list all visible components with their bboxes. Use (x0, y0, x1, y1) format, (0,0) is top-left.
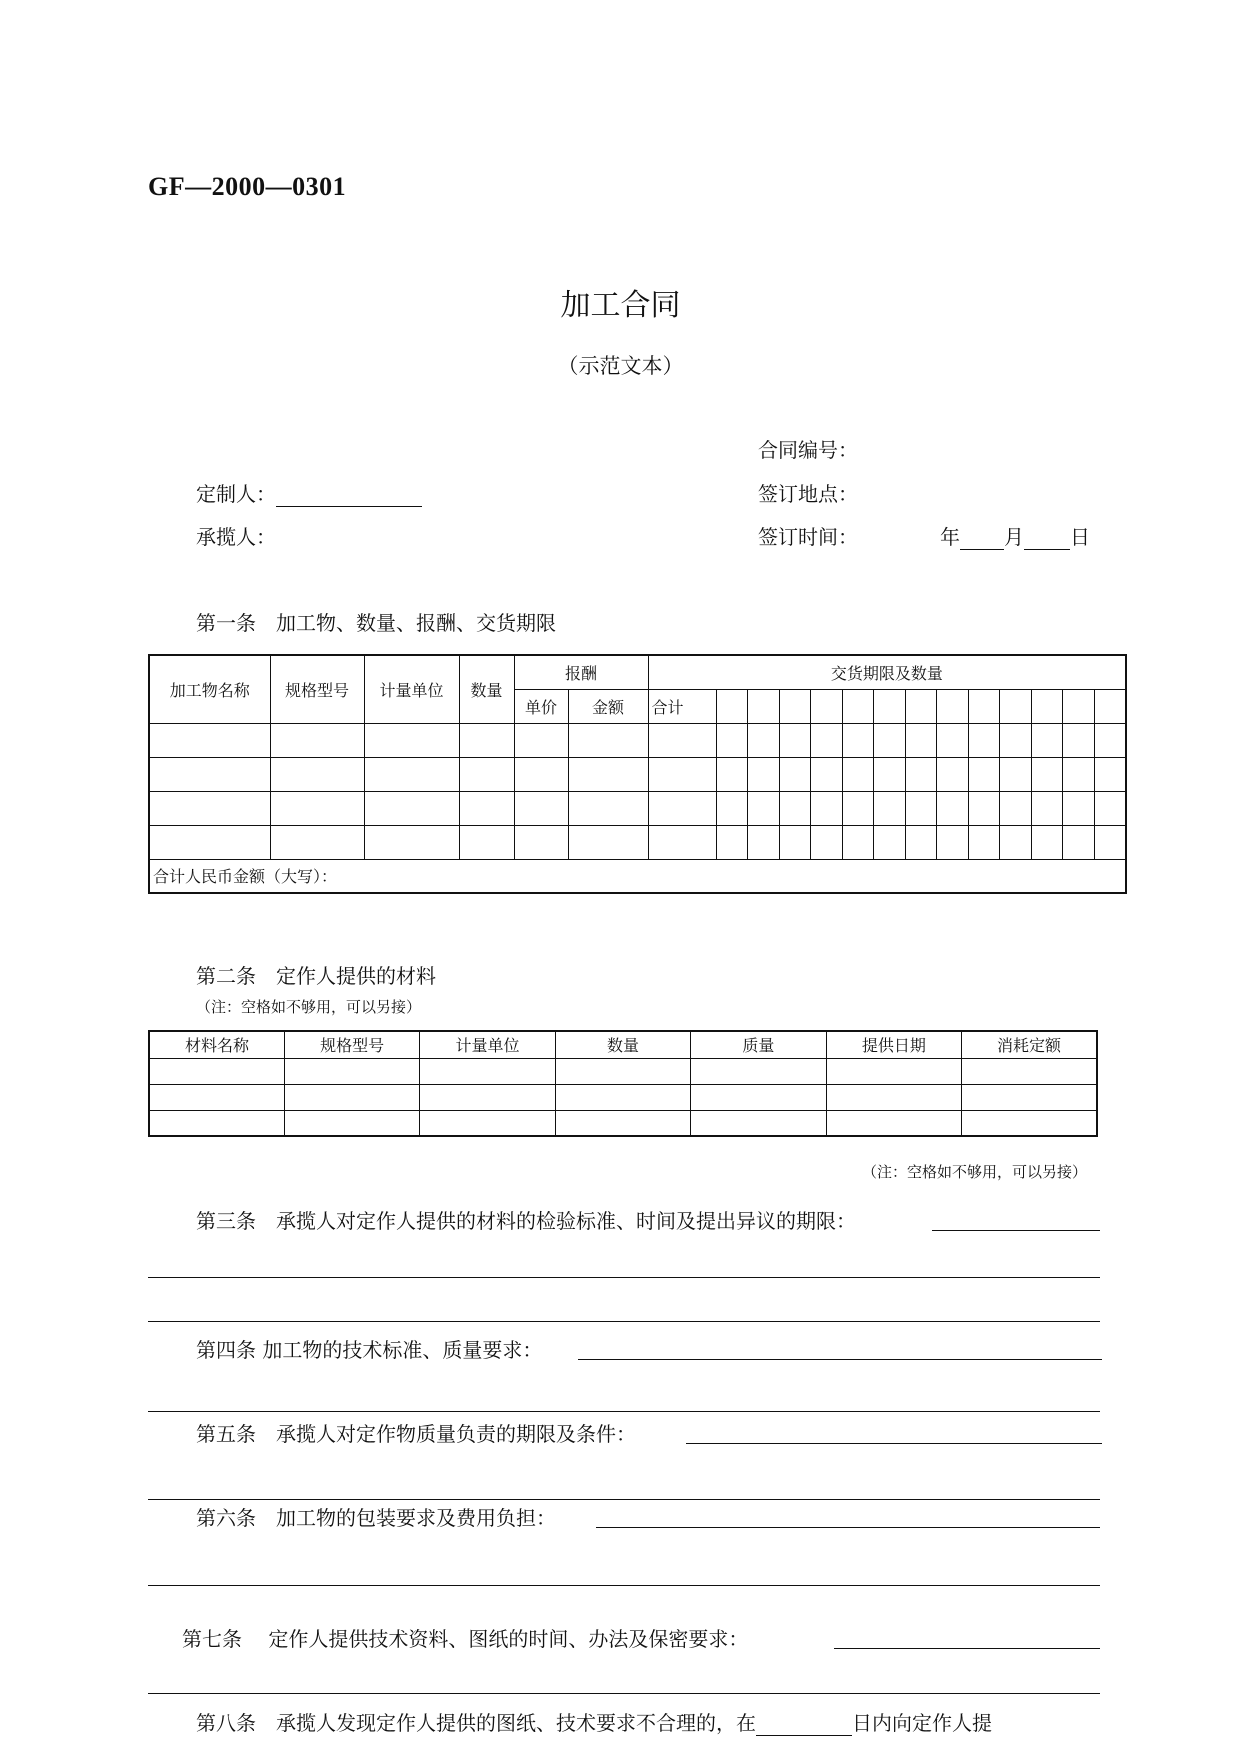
cell[interactable] (779, 791, 810, 825)
cell[interactable] (1062, 791, 1094, 825)
header-unit: 计量单位 (364, 655, 459, 723)
page-title: 加工合同 (560, 288, 681, 323)
month-label: 月 (1004, 525, 1024, 549)
cell[interactable] (1062, 723, 1094, 757)
clause-6-line[interactable] (148, 1585, 1100, 1586)
page-subtitle: （示范文本） (557, 354, 684, 378)
cell[interactable] (779, 757, 810, 791)
cell[interactable] (364, 723, 459, 757)
sign-place-label: 签订地点： (758, 482, 858, 506)
cell[interactable] (568, 757, 648, 791)
cell[interactable] (716, 757, 747, 791)
clause-8-text-a: 第八条 承揽人发现定作人提供的图纸、技术要求不合理的，在 (196, 1711, 756, 1735)
delivery-cell[interactable] (968, 689, 999, 723)
clause-6-text: 第六条 加工物的包装要求及费用负担： (196, 1506, 556, 1530)
table-footer-total[interactable]: 合计人民币金额（大写）： (149, 859, 1126, 893)
cell[interactable] (716, 791, 747, 825)
customer-label: 定制人： (196, 482, 276, 506)
cell[interactable] (810, 757, 842, 791)
cell[interactable] (270, 791, 364, 825)
cell[interactable] (810, 791, 842, 825)
cell[interactable] (1031, 757, 1062, 791)
delivery-cell[interactable] (999, 689, 1031, 723)
header-quality: 质量 (691, 1031, 826, 1058)
delivery-cell[interactable] (716, 689, 747, 723)
delivery-cell[interactable] (779, 689, 810, 723)
cell[interactable] (648, 825, 716, 859)
cell[interactable] (648, 723, 716, 757)
cell[interactable] (1094, 791, 1126, 825)
cell[interactable] (648, 791, 716, 825)
table-row (149, 723, 1126, 757)
header-consumption: 消耗定额 (962, 1031, 1097, 1058)
cell[interactable] (1031, 723, 1062, 757)
delivery-cell[interactable] (810, 689, 842, 723)
clause-8-text-b: 日内向定作人提 (852, 1711, 992, 1735)
delivery-cell[interactable] (747, 689, 779, 723)
cell[interactable] (1062, 757, 1094, 791)
sign-time-label: 签订时间： (758, 525, 858, 549)
table-row (149, 1110, 1097, 1136)
clause-5-text: 第五条 承揽人对定作物质量负责的期限及条件： (196, 1422, 636, 1446)
clause-3-line[interactable] (148, 1321, 1100, 1322)
clause-4-text: 第四条 加工物的技术标准、质量要求： (196, 1338, 543, 1362)
cell[interactable] (936, 757, 968, 791)
cell[interactable] (905, 825, 936, 859)
cell[interactable] (459, 791, 514, 825)
cell[interactable] (364, 825, 459, 859)
cell[interactable] (842, 825, 873, 859)
cell[interactable] (779, 825, 810, 859)
sign-date[interactable] (940, 521, 1090, 550)
cell[interactable] (149, 1110, 284, 1136)
delivery-cell[interactable] (1094, 689, 1126, 723)
delivery-cell[interactable] (905, 689, 936, 723)
header-spec: 规格型号 (284, 1031, 419, 1058)
cell[interactable] (284, 1058, 419, 1084)
header-delivery: 交货期限及数量 (648, 655, 1126, 689)
clause-2-table (148, 1030, 1098, 1137)
cell[interactable] (514, 791, 568, 825)
cell[interactable] (747, 757, 779, 791)
header-qty: 数量 (459, 655, 514, 723)
cell[interactable] (568, 825, 648, 859)
contractor-label: 承揽人： (196, 525, 276, 549)
cell[interactable] (420, 1110, 555, 1136)
cell[interactable] (962, 1110, 1097, 1136)
cell[interactable] (149, 1084, 284, 1110)
contract-no-label: 合同编号： (758, 438, 858, 462)
clause-7-text: 第七条 定作人提供技术资料、图纸的时间、办法及保密要求： (182, 1627, 749, 1651)
clause-2-note-after: （注：空格如不够用，可以另接） (862, 1163, 1088, 1181)
cell[interactable] (999, 791, 1031, 825)
cell[interactable] (905, 723, 936, 757)
cell[interactable] (270, 757, 364, 791)
clause-5-line[interactable] (148, 1499, 1100, 1500)
cell[interactable] (459, 757, 514, 791)
clause-2-note: （注：空格如不够用，可以另接） (196, 998, 422, 1016)
cell[interactable] (420, 1058, 555, 1084)
header-material-name: 材料名称 (149, 1031, 284, 1058)
cell[interactable] (842, 791, 873, 825)
year-label: 年 (940, 525, 960, 549)
cell[interactable] (747, 825, 779, 859)
cell[interactable] (514, 757, 568, 791)
cell[interactable] (555, 1084, 690, 1110)
cell[interactable] (968, 723, 999, 757)
delivery-cell[interactable] (842, 689, 873, 723)
header-unit: 计量单位 (420, 1031, 555, 1058)
cell[interactable] (810, 723, 842, 757)
cell[interactable] (747, 723, 779, 757)
delivery-cell[interactable] (936, 689, 968, 723)
cell[interactable] (873, 791, 905, 825)
cell[interactable] (968, 791, 999, 825)
cell[interactable] (1062, 825, 1094, 859)
cell[interactable] (936, 791, 968, 825)
cell[interactable] (284, 1110, 419, 1136)
header-unit-price: 单价 (514, 689, 568, 723)
table-row (149, 825, 1126, 859)
cell[interactable] (364, 757, 459, 791)
cell[interactable] (691, 1058, 826, 1084)
cell[interactable] (826, 1110, 961, 1136)
cell[interactable] (873, 825, 905, 859)
cell[interactable] (1094, 723, 1126, 757)
clause-7-line[interactable] (148, 1693, 1100, 1694)
header-supply-date: 提供日期 (826, 1031, 961, 1058)
cell[interactable] (716, 825, 747, 859)
clause-3-text: 第三条 承揽人对定作人提供的材料的检验标准、时间及提出异议的期限： (196, 1209, 856, 1233)
cell[interactable] (568, 791, 648, 825)
clause-1-heading: 第一条 加工物、数量、报酬、交货期限 (196, 611, 556, 635)
cell[interactable] (873, 757, 905, 791)
table-row (149, 757, 1126, 791)
delivery-cell[interactable] (873, 689, 905, 723)
clause-8-text[interactable] (196, 1707, 992, 1736)
table-row (149, 1084, 1097, 1110)
cell[interactable] (968, 757, 999, 791)
cell[interactable] (1094, 825, 1126, 859)
cell[interactable] (149, 723, 270, 757)
day-label: 日 (1070, 525, 1090, 549)
cell[interactable] (514, 723, 568, 757)
clause-5-blank[interactable] (686, 1443, 1102, 1444)
cell[interactable] (514, 825, 568, 859)
cell[interactable] (459, 825, 514, 859)
clause-4-line[interactable] (148, 1411, 1100, 1412)
header-spec: 规格型号 (270, 655, 364, 723)
cell[interactable] (149, 791, 270, 825)
header-pay: 报酬 (514, 655, 648, 689)
cell[interactable] (364, 791, 459, 825)
header-total: 合计 (648, 689, 716, 723)
cell[interactable] (568, 723, 648, 757)
cell[interactable] (999, 723, 1031, 757)
cell[interactable] (555, 1110, 690, 1136)
cell[interactable] (420, 1084, 555, 1110)
cell[interactable] (648, 757, 716, 791)
month-blank[interactable] (960, 527, 1004, 550)
clause-8-days-blank[interactable] (756, 1713, 852, 1736)
customer-field[interactable] (196, 478, 422, 507)
cell[interactable] (284, 1084, 419, 1110)
cell[interactable] (459, 723, 514, 757)
cell[interactable] (936, 723, 968, 757)
delivery-cell[interactable] (1062, 689, 1094, 723)
day-blank[interactable] (1024, 527, 1070, 550)
cell[interactable] (779, 723, 810, 757)
cell[interactable] (962, 1058, 1097, 1084)
clause-6-blank[interactable] (596, 1527, 1100, 1528)
cell[interactable] (968, 825, 999, 859)
document-code: GF—2000—0301 (148, 172, 347, 201)
cell[interactable] (716, 723, 747, 757)
cell[interactable] (962, 1084, 1097, 1110)
cell[interactable] (999, 825, 1031, 859)
cell[interactable] (905, 757, 936, 791)
cell[interactable] (1031, 791, 1062, 825)
cell[interactable] (270, 825, 364, 859)
cell[interactable] (873, 723, 905, 757)
clause-1-table (148, 654, 1127, 894)
cell[interactable] (826, 1058, 961, 1084)
clause-2-heading: 第二条 定作人提供的材料 (196, 964, 436, 988)
header-qty: 数量 (555, 1031, 690, 1058)
cell[interactable] (905, 791, 936, 825)
cell[interactable] (270, 723, 364, 757)
customer-blank[interactable] (276, 484, 422, 507)
cell[interactable] (826, 1084, 961, 1110)
cell[interactable] (691, 1110, 826, 1136)
cell[interactable] (842, 723, 873, 757)
cell[interactable] (149, 1058, 284, 1084)
delivery-cell[interactable] (1031, 689, 1062, 723)
cell[interactable] (1094, 757, 1126, 791)
table-row (149, 1058, 1097, 1084)
cell[interactable] (999, 757, 1031, 791)
table-row (149, 791, 1126, 825)
cell[interactable] (555, 1058, 690, 1084)
cell[interactable] (149, 757, 270, 791)
header-amount: 金额 (568, 689, 648, 723)
cell[interactable] (691, 1084, 826, 1110)
cell[interactable] (842, 757, 873, 791)
cell[interactable] (149, 825, 270, 859)
header-item-name: 加工物名称 (149, 655, 270, 723)
clause-7-blank[interactable] (834, 1648, 1100, 1649)
cell[interactable] (1031, 825, 1062, 859)
cell[interactable] (747, 791, 779, 825)
cell[interactable] (810, 825, 842, 859)
cell[interactable] (936, 825, 968, 859)
clause-4-blank[interactable] (578, 1359, 1102, 1360)
clause-3-line[interactable] (148, 1277, 1100, 1278)
clause-3-blank[interactable] (932, 1230, 1100, 1231)
